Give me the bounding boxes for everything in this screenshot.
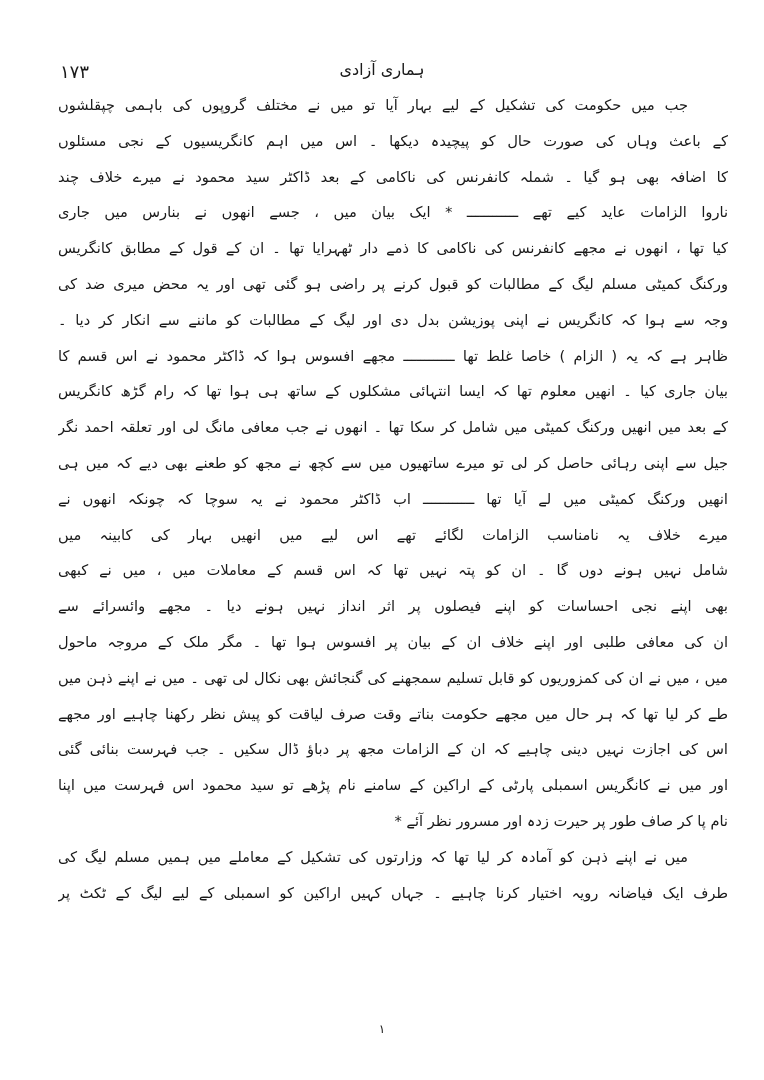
text-line: ان کی معافی طلبی اور اپنے خلاف ان کے بیان پر افسوس ہوا تھا ۔ مگر ملک کے مروجہ ماحول (58, 633, 728, 651)
text-line: کے باعث وہاں کی صورت حال کو پیچیدہ دیکھا ۔ اس میں اہم کانگریسیوں کے نجی مسئلوں (58, 132, 728, 150)
text-line: انھیں ورکنگ کمیٹی میں لے آیا تھا ــــــــــــ اب ڈاکٹر محمود نے یہ سوچا کہ چونکہ انھوں نے (58, 490, 728, 508)
text-line: کے بعد میں انھیں ورکنگ کمیٹی میں شامل کر سکا تھا ۔ انھوں نے جب معافی مانگ لی اور تعلقہ احمد نگر (58, 419, 728, 437)
text-line: کا اضافہ بھی ہو گیا ۔ شملہ کانفرنس کی ناکامی کے بعد ڈاکٹر سید محمود نے میرے خلاف چند (58, 168, 728, 186)
text-line: کیا تھا ، انھوں نے مجھے کانفرنس کی ناکامی کا ذمے دار ٹھہرایا تھا ۔ ان کے قول کے مطابق کانگریس (58, 240, 728, 258)
text-line: ورکنگ کمیٹی مسلم لیگ کے مطالبات کو قبول کرنے پر راضی ہو گئی تھی اور یہ محض میری ضد کی (58, 275, 728, 293)
text-line: میں ، میں نے ان کی کمزوریوں کو قابل تسلیم سمجھنے کی گنجائش بھی نکال لی تھی ۔ میں نے اپنے ذہن میں (58, 669, 728, 687)
footer-mark: ۱ (378, 1022, 386, 1036)
text-line: طرف ایک فیاضانہ رویہ اختیار کرنا چاہیے ۔ جہاں کہیں اراکین کو اسمبلی کے لیے لیگ کے ٹکٹ پر (58, 884, 728, 902)
text-line: میں نے اپنے ذہن کو آمادہ کر لیا تھا کہ وزارتوں کی تشکیل کے معاملے میں ہمیں مسلم لیگ کی (58, 848, 688, 866)
text-line: اس کی اجازت نہیں دینی چاہیے کہ ان کے الزامات مجھ پر دباؤ ڈال سکیں ۔ جب فہرست بنائی گئی (58, 741, 728, 759)
text-line: طے کر لیا تھا کہ ہر حال میں مجھے حکومت بناتے وقت صرف لیاقت کو پیش نظر رکھنا چاہیے اور مجھے (58, 705, 728, 723)
running-head: ہماری آزادی (339, 60, 425, 79)
body-text (58, 88, 728, 911)
text-line: بھی اپنے نجی احساسات کو اپنے فیصلوں پر اثر انداز نہیں ہونے دیا ۔ مجھے وائسرائے سے (58, 598, 728, 616)
text-line: اور میں نے کانگریس اسمبلی پارٹی کے اراکین کے سامنے نام پڑھے تو سید محمود اس فہرست میں اپنا (58, 777, 728, 795)
text-line: ظاہر ہے کہ یہ ( الزام ) خاصا غلط تھا ــــــــــــ مجھے افسوس ہوا کہ ڈاکٹر محمود نے اس قسم کا (58, 347, 728, 365)
text-line: شامل نہیں ہونے دوں گا ۔ ان کو پتہ نہیں تھا کہ اس قسم کے معاملات میں ، میں نے کبھی (58, 562, 728, 580)
text-line: ناروا الزامات عاید کیے تھے ــــــــــــ * ایک بیان میں ، جسے انھوں نے بنارس میں جاری (58, 204, 728, 222)
page-number: ۱۷۳ (60, 62, 90, 83)
text-line: میرے خلاف یہ نامناسب الزامات لگائے تھے اس لیے میں انھیں بہار کی کابینہ میں (58, 526, 728, 544)
text-line: جیل سے اپنی رہائی حاصل کر لی تو میرے ساتھیوں میں سے کچھ نے مجھ کو طعنے بھی دیے کہ میں ہی (58, 454, 728, 472)
text-line: وجہ سے ہوا کہ کانگریس نے اپنی پوزیشن بدل دی اور لیگ کے مطالبات کو ماننے سے انکار کر دیا ۔ (58, 311, 728, 329)
text-line: نام پا کر صاف طور پر حیرت زدہ اور مسرور نظر آئے * (394, 812, 728, 830)
text-line: جب میں حکومت کی تشکیل کے لیے بہار آیا تو میں نے مختلف گروپوں کی باہمی چپقلشوں (58, 97, 688, 114)
text-line: بیان جاری کیا ۔ انھیں معلوم تھا کہ ایسا انتہائی مشکلوں کے ساتھ ہی ہوا تھا کہ رام گڑھ کانگریس (58, 383, 728, 401)
